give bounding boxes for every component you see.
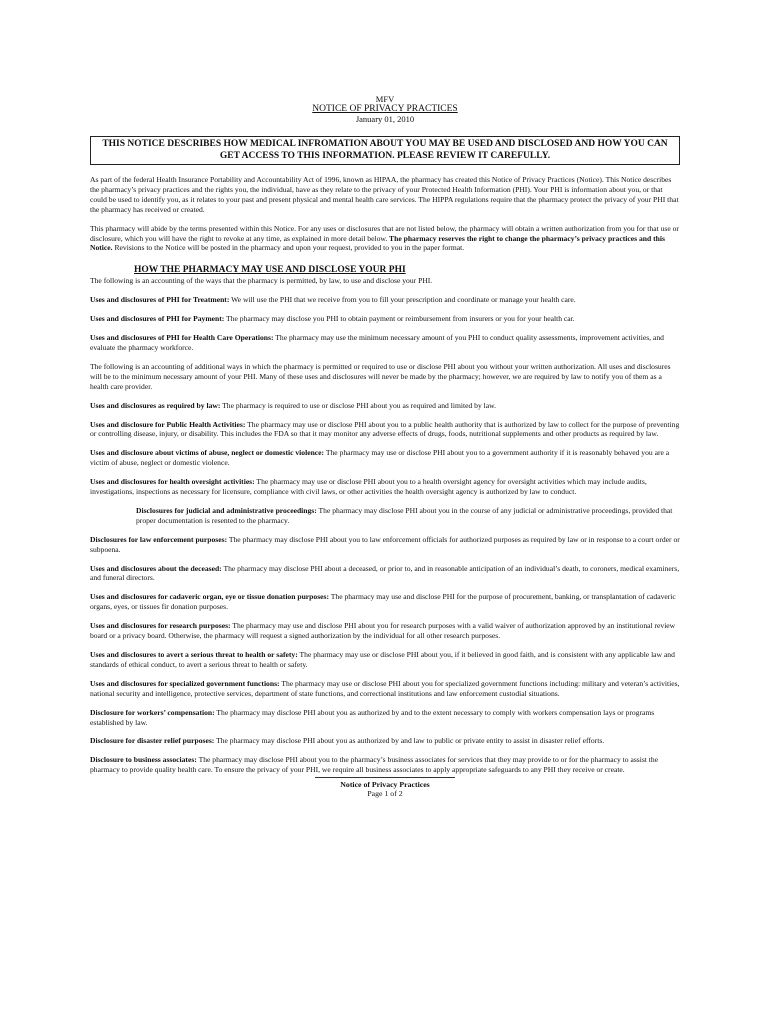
paragraph-research: Uses and disclosures for research purposes: The pharmacy may use and disclose PHI about you for research purposes with a valid waiver of authorization approved by an institutional review board or a privacy board. Otherwise, the pharmacy will request a signed authorization by the individual for all other research purposes.	[90, 621, 676, 641]
document-page	[90, 0, 680, 798]
paragraph-operations: Uses and disclosures of PHI for Health Care Operations: The pharmacy may use the minimum necessary amount of you PHI to conduct quality assessments, improvement activities, and evaluate the pharmacy workforce.	[90, 333, 664, 352]
document-date: January 01, 2010	[355, 114, 415, 124]
footer-title: Notice of Privacy Practices	[340, 780, 430, 790]
intro-paragraph-1: As part of the federal Health Insurance Portability and Accountability Act of 1996, known as HIPAA, the pharmacy has created this Notice of Privacy Practices (Notice). This Notice describes the pharmacy’s privacy practices and the rights you, the individual, have as they relate to the privacy of your Protected Health Information (PHI). Your PHI is information about you, or that could be used to identify you, as it relates to your past and present physical and mental health care services. The HIPPA regulations require that the pharmacy protect the privacy of your PHI that the pharmacy has received or created.	[90, 175, 679, 214]
paragraph-law-enforcement: Disclosures for law enforcement purposes: The pharmacy may disclose PHI about you to law enforcement officials for authorized purposes as required by law or in response to a court order or subpoena.	[90, 534, 680, 554]
page-number: Page 1 of 2	[367, 789, 403, 799]
paragraph-disaster-relief: Disclosure for disaster relief purposes: The pharmacy may disclose PHI about you as authorized by and law to public or private entity to assist in disaster relief efforts.	[90, 736, 605, 746]
paragraph-abuse-victims: Uses and disclosure about victims of abuse, neglect or domestic violence: The pharmacy may use or disclose PHI about you to a government authority if it is reasonably behaved you are a victim of abuse, neglect or domestic violence.	[90, 448, 670, 468]
notice-banner: THIS NOTICE DESCRIBES HOW MEDICAL INFROMATION ABOUT YOU MAY BE USED AND DISCLOSED AND HOW YOU CAN GET ACCESS TO THIS INFORMATION. PLEASE REVIEW IT CAREFULLY.	[90, 136, 680, 165]
paragraph-government-functions: Uses and disclosures for specialized government functions: The pharmacy may use or disclose PHI about you for specialized government functions including: military and veteran’s activities, national security and intelligence, protective services, department of state functions, and correctional institutions and law enforcement custodial situations.	[90, 678, 680, 698]
intro-paragraph-2: This pharmacy will abide by the terms presented within this Notice. For any uses or disclosures that are not listed below, the pharmacy will obtain a written authorization from you for that use or disclosure, which you will have the right to revoke at any time, as explained in more detail below. The pharmacy reserves the right to change the pharmacy’s privacy practices and this Notice. Revisions to the Notice will be posted in the pharmacy and upon your request, provided to you in the paper format.	[90, 223, 679, 253]
paragraph-public-health: Uses and disclosure for Public Health Activities: The pharmacy may use or disclose PHI about you to a public health authority that is authorized by law to collect for the purpose of preventing or controlling disease, injury, or disability. This includes the FDA so that it may monitor any adverse effects of drugs, foods, nutritional supplements and other products as required by law.	[90, 419, 680, 439]
paragraph-workers-compensation: Disclosure for workers’ compensation: The pharmacy may disclose PHI about you as authorized by and to the extent necessary to comply with workers compensation lays or programs established by law.	[90, 707, 655, 727]
document-title: NOTICE OF PRIVACY PRACTICES	[312, 104, 458, 114]
paragraph-payment: Uses and disclosures of PHI for Payment: The pharmacy may disclose you PHI to obtain payment or reimbursement from insurers or you for your health car.	[90, 314, 575, 324]
page-footer	[90, 777, 680, 798]
paragraph-deceased: Uses and disclosures about the deceased: The pharmacy may disclose PHI about a deceased, or prior to, and in reasonable anticipation of an individual’s death, to coroners, medical examiners, and funeral directors.	[90, 563, 680, 583]
additional-intro: The following is an accounting of additional ways in which the pharmacy is permitted or required to use or disclose PHI about you without your written authorization. All uses and disclosures will be to the minimum necessary amount of your PHI. Many of these uses and disclosures will never be made by the pharmacy; however, we are required by law to notify you of them as a health care provider.	[90, 361, 671, 391]
document-header	[90, 94, 680, 124]
paragraph-business-associates: Disclosure to business associates: The pharmacy may disclose PHI about you to the pharmacy’s business associates for services that they may provide to or for the pharmacy to assist the pharmacy to provide quality health care. To ensure the privacy of your PHI, we require all business associates to apply appropriate safeguards to any PHI they receive or create.	[90, 755, 659, 775]
footer-rule	[315, 777, 455, 778]
paragraph-required-by-law: Uses and disclosures as required by law: The pharmacy is required to use or disclose PHI about you as required and limited by law.	[90, 400, 497, 410]
section-intro: The following is an accounting of the ways that the pharmacy is permitted, by law, to use and disclose your PHI.	[90, 276, 433, 286]
paragraph-organ-donation: Uses and disclosures for cadaveric organ, eye or tissue donation purposes: The pharmacy may use and disclose PHI for the purpose of procurement, banking, or transplantation of cadaveric organs, eyes, or tissues fir donation purposes.	[90, 592, 676, 612]
section-heading: HOW THE PHARMACY MAY USE AND DISCLOSE YOUR PHI	[134, 265, 406, 276]
paragraph-judicial: Disclosures for judicial and administrative proceedings: The pharmacy may disclose PHI about you in the course of any judicial or administrative proceedings, provided that proper documentation is resented to the pharmacy.	[136, 505, 673, 525]
org-name: MFV	[375, 94, 395, 104]
paragraph-health-oversight: Uses and disclosures for health oversight activities: The pharmacy may use or disclose PHI about you to a health oversight agency for oversight activities which may include audits, investigations, inspections as necessary for licensure, compliance with civil laws, or other activities the health oversight agency is authorized by law to conduct.	[90, 477, 647, 497]
paragraph-treatment: Uses and disclosures of PHI for Treatment: We will use the PHI that we receive from you to fill your prescription and coordinate or manage your health care.	[90, 295, 576, 305]
paragraph-serious-threat: Uses and disclosures to avert a serious threat to health or safety: The pharmacy may use or disclose PHI about you, if it believed in good faith, and is consistent with any applicable law and standards of ethical conduct, to avert a serious threat to health or safety.	[90, 650, 675, 669]
